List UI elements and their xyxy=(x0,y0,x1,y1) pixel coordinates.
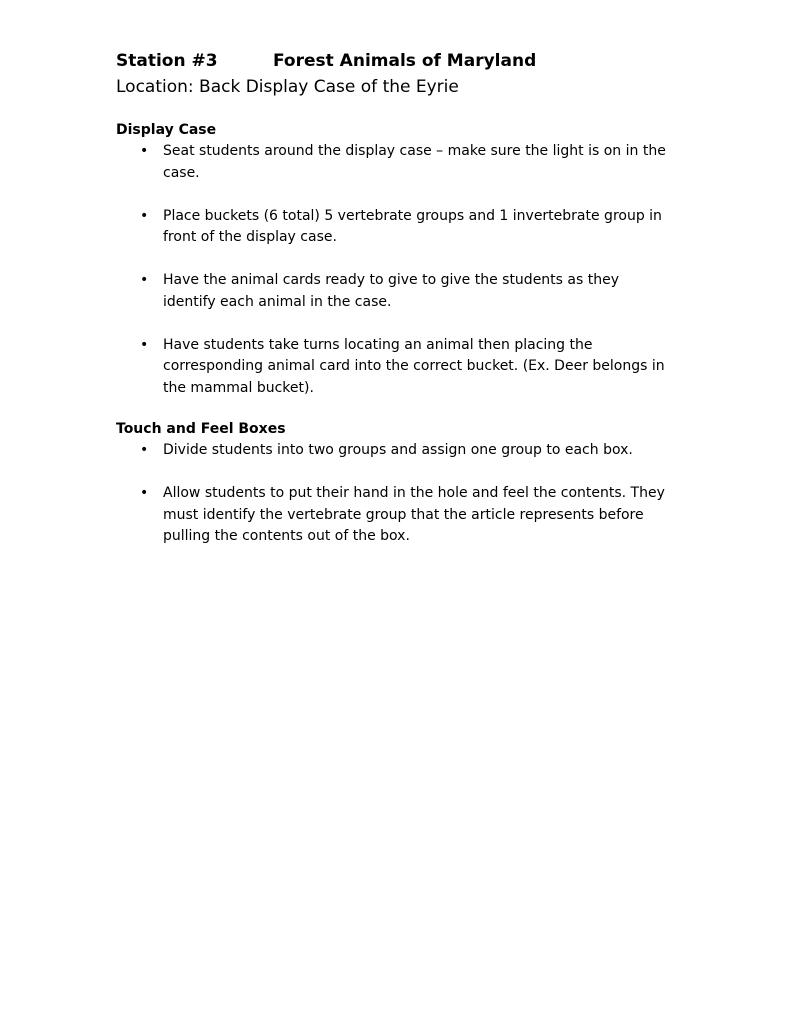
bullet-list xyxy=(116,141,676,399)
list-item-text: Have students take turns locating an animal then placing the corresponding animal card into the correct bucket. (Ex. Deer belongs in the mammal bucket). xyxy=(163,336,665,396)
bullet-icon: • xyxy=(140,207,149,224)
page-title: Forest Animals of Maryland xyxy=(273,51,537,71)
document-page xyxy=(116,48,676,548)
list-item-text: Allow students to put their hand in the hole and feel the contents. They must identify the vertebrate group that the article represents before pulling the contents out of the box. xyxy=(163,485,665,544)
list-item xyxy=(116,440,676,462)
section-heading: Display Case xyxy=(116,122,217,138)
list-item-text: Place buckets (6 total) 5 vertebrate groups and 1 invertebrate group in front of the display case. xyxy=(163,207,662,245)
list-item xyxy=(116,483,676,548)
list-item xyxy=(116,141,676,184)
bullet-icon: • xyxy=(140,442,149,458)
list-item xyxy=(116,206,676,249)
list-item xyxy=(116,270,676,313)
bullet-icon: • xyxy=(140,336,149,353)
bullet-icon: • xyxy=(140,272,149,288)
list-item-text: Have the animal cards ready to give to give the students as they identify each animal in the case. xyxy=(163,272,619,310)
section-display-case xyxy=(116,120,676,399)
section-heading: Touch and Feel Boxes xyxy=(116,421,286,437)
section-touch-and-feel xyxy=(116,419,676,548)
station-number: Station #3 xyxy=(116,51,218,71)
bullet-icon: • xyxy=(140,143,149,159)
list-item xyxy=(116,335,676,400)
bullet-list xyxy=(116,440,676,548)
list-item-text: Seat students around the display case – make sure the light is on in the case. xyxy=(163,143,666,181)
location-line: Location: Back Display Case of the Eyrie xyxy=(116,77,459,97)
bullet-icon: • xyxy=(140,485,149,501)
station-title-row xyxy=(116,48,676,74)
list-item-text: Divide students into two groups and assign one group to each box. xyxy=(163,442,633,458)
